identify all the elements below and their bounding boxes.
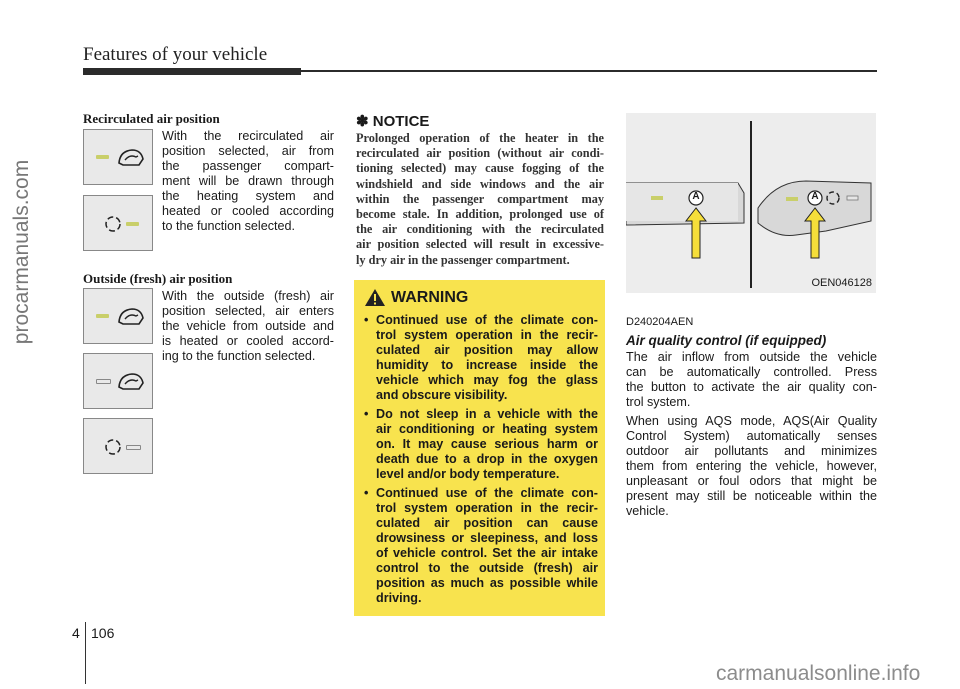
recirculated-heading: Recirculated air position: [83, 111, 220, 126]
indicator-lamp-off: [126, 445, 141, 450]
indicator-lamp-on: [96, 155, 109, 159]
warning-item: • Continued use of the climate con- trol system operation in the recir- culated air position may allow humidity to increase inside the vehicle which may fog the glass and obscure visibility.: [364, 313, 598, 402]
button-a-label-right: A: [811, 191, 819, 202]
warning-box: [354, 280, 605, 616]
car-fresh-air-icon: [116, 304, 146, 328]
footer-divider: [85, 622, 86, 684]
warning-item: • Continued use of the climate con- trol system operation in the recir- culated air position can cause drowsiness or sleepiness, and loss of vehicle control. Set the air intake control to the outside (fresh) air position as much as possible while driving.: [364, 486, 598, 605]
warning-item: • Do not sleep in a vehicle with the air conditioning or heating system on. It may cause serious harm or death due to a drop in the oxygen level and/or body temperature.: [364, 407, 598, 481]
warning-list: [364, 313, 598, 610]
aqs-paragraph-1: The air inflow from outside the vehicle can be automatically controlled. Press the button to activate the air quality con- trol system.: [626, 350, 877, 409]
page-header-title: Features of your vehicle: [83, 44, 268, 65]
header-bar: [83, 68, 301, 75]
indicator-lamp-on: [126, 222, 139, 226]
recirculate-icon: [116, 369, 146, 393]
recirculated-text: With the recirculated air position selected, air from the passenger compart- ment will be drawn through the heating system and heated or cooled according to the function selected.: [162, 129, 334, 233]
indicator-lamp-off: [96, 379, 111, 384]
fresh-heading: Outside (fresh) air position: [83, 271, 233, 286]
notice-body: Prolonged operation of the heater in the recirculated air position (without air condi- tioning selected) may cause fogging of the windshield and side windows and the air within the passenger compartment may become stale. In addition, prolonged use of the air conditioning with the recirculated air position selected will result in excessive- ly dry air in the passenger compartment.: [356, 131, 604, 267]
warning-title: WARNING: [391, 289, 469, 306]
side-watermark: procarmanuals.com: [10, 159, 33, 345]
chapter-number: 4: [72, 625, 80, 641]
recirc-button-panel-off: [83, 353, 153, 409]
button-a-label-left: A: [692, 191, 700, 202]
intake-button-panel-off: [83, 418, 153, 474]
footer-watermark: carmanualsonline.info: [716, 662, 921, 685]
aqs-paragraph-2: When using AQS mode, AQS(Air Quality Control System) automatically senses outdoor air pollutants and minimizes them from entering the vehicle, however, unpleasant or foul odors that might be present may still be noticeable within the vehicle.: [626, 414, 877, 518]
notice-title: ✽ NOTICE: [356, 113, 430, 130]
fresh-button-panel: [83, 288, 153, 344]
fresh-text: With the outside (fresh) air position selected, air enters the vehicle from outside and is heated or cooled accord- ing to the function selected.: [162, 289, 334, 363]
intake-button-panel: [83, 195, 153, 251]
fresh-air-icon: [102, 436, 124, 458]
indicator-lamp-on: [96, 314, 109, 318]
section-title: Air quality control (if equipped): [626, 333, 827, 348]
control-panel-drawing: [626, 113, 876, 293]
header-rule: [301, 70, 877, 72]
page-number: 106: [91, 625, 115, 641]
recirculate-icon: [116, 145, 146, 169]
warning-triangle-icon: [364, 288, 386, 307]
recirc-button-panel: [83, 129, 153, 185]
aqs-button-illustration: [626, 113, 876, 293]
section-code: D240204AEN: [626, 316, 694, 328]
fresh-air-icon: [102, 213, 124, 235]
illustration-code: OEN046128: [811, 277, 872, 289]
